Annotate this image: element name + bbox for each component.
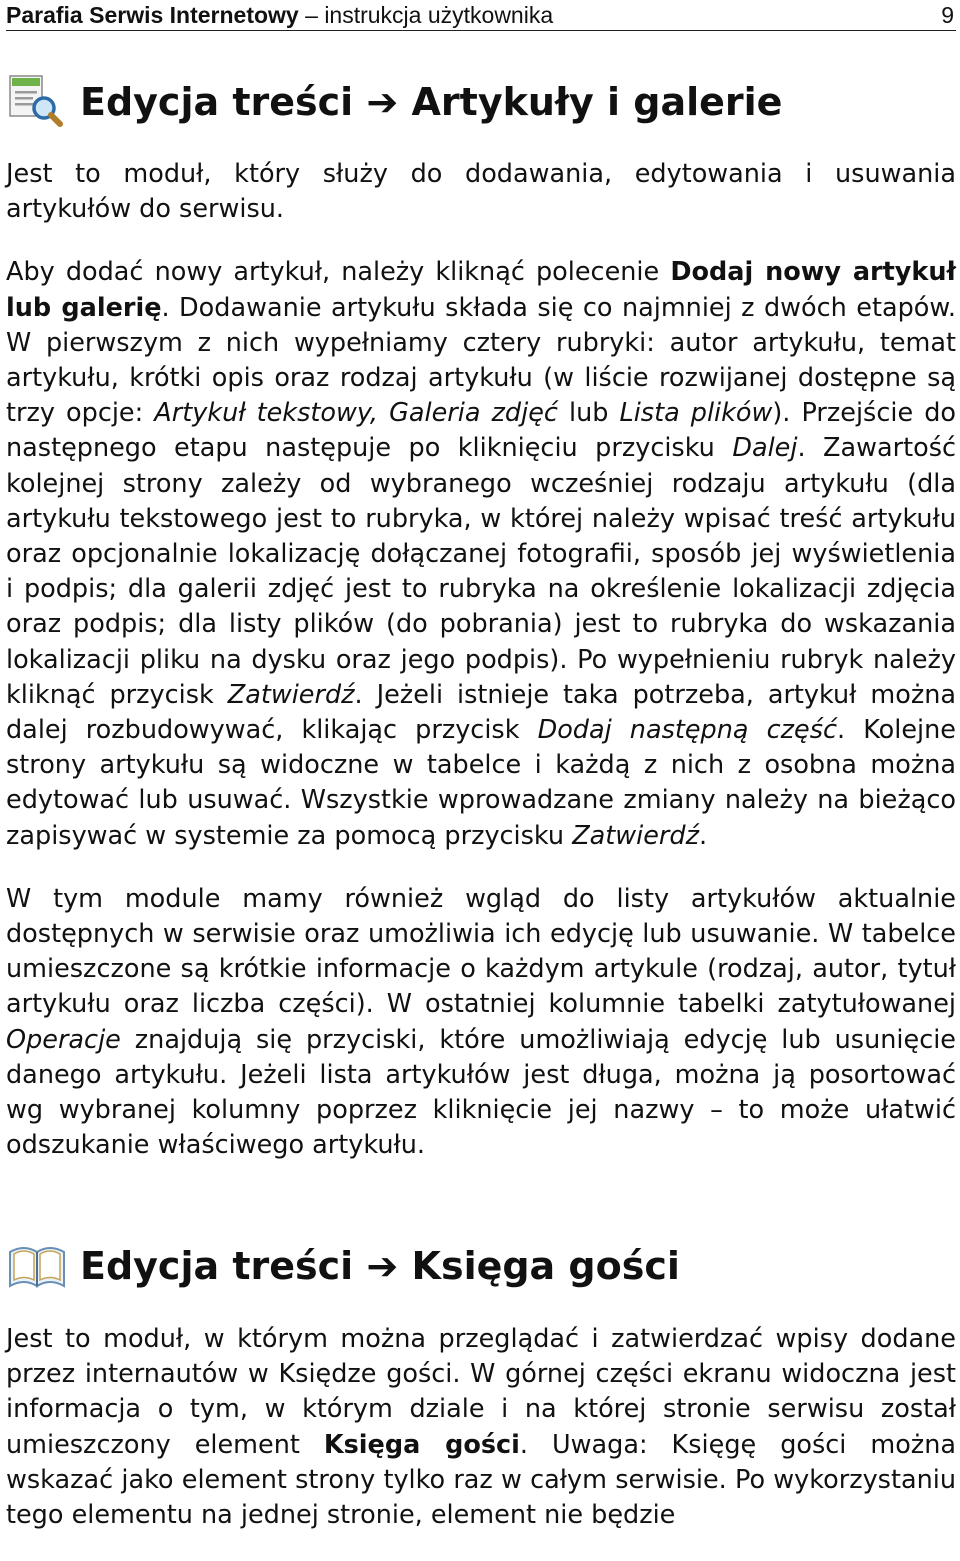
- section-body-guestbook: [6, 1322, 956, 1561]
- document-title: Parafia Serwis Internetowy: [6, 2, 299, 28]
- section-heading-guestbook: [6, 1234, 956, 1298]
- document-search-icon: [6, 70, 64, 128]
- paragraph: Jest to moduł, w którym można przeglądać i zatwierdzać wpisy dodane przez internautów w Księdze gości. W górnej części ekranu widoczna jest informacja o tym, w którym dziale i na której stronie serwisu został umieszczony element Księga gości. Uwaga: Księgę gości można wskazać jako element strony tylko raz w całym serwisie. Po wykorzystaniu tego elementu na jednej stronie, element nie będzie: [6, 1324, 956, 1531]
- open-book-icon: [6, 1240, 68, 1290]
- document-subtitle: instrukcja użytkownika: [324, 2, 554, 28]
- section-heading-text: Edycja treści ➔ Artykuły i galerie: [80, 80, 783, 124]
- section-heading-articles: [6, 70, 956, 134]
- emphasis-italic: Lista plików: [619, 398, 773, 429]
- emphasis-italic: Dodaj następną część: [537, 715, 838, 746]
- page-number: 9: [941, 2, 954, 28]
- emphasis-bold: Księga gości: [323, 1429, 520, 1460]
- title-separator: –: [298, 2, 325, 28]
- paragraph: Jest to moduł, który służy do dodawania, edytowania i usuwania artykułów do serwisu.: [6, 159, 956, 225]
- emphasis-bold: Dodaj nowy artykuł lub galerię: [6, 257, 956, 323]
- emphasis-italic: Dalej: [732, 433, 798, 464]
- paragraph: W tym module mamy również wgląd do listy artykułów aktualnie dostępnych w serwisie oraz umożliwia ich edycję lub usuwanie. W tabelce umieszczone są krótkie informacje o każdym artykule (rodzaj, autor, tytuł artykułu oraz liczba części). W ostatniej kolumnie tabelki zatytułowanej Operacje znajdują się przyciski, które umożliwiają edycję lub usunięcie danego artykułu. Jeżeli lista artykułów jest długa, można ją posortować wg wybranej kolumny poprzez kliknięcie jej nazwy – to może ułatwić odszukanie właściwego artykułu.: [6, 883, 956, 1161]
- running-header: [6, 0, 956, 31]
- emphasis-italic: Operacje: [6, 1024, 121, 1055]
- section-heading-text: Edycja treści ➔ Księga gości: [80, 1244, 680, 1288]
- emphasis-italic: Zatwierdź: [572, 820, 699, 851]
- emphasis-italic: Zatwierdź: [227, 679, 355, 710]
- emphasis-italic: Artykuł tekstowy, Galeria zdjęć: [154, 398, 558, 429]
- paragraph: Aby dodać nowy artykuł, należy kliknąć polecenie Dodaj nowy artykuł lub galerię. Dodawanie artykułu składa się co najmniej z dwóch etapów. W pierwszym z nich wypełniamy cztery rubryki: autor artykułu, temat artykułu, krótki opis oraz rodzaj artykułu (w liście rozwijanej dostępne są trzy opcje: Artykuł tekstowy, Galeria zdjęć lub Lista plików). Przejście do następnego etapu następuje po kliknięciu przycisku Dalej. Zawartość kolejnej strony zależy od wybranego wcześniej rodzaju artykułu (dla artykułu tekstowego jest to rubryka, w której należy wpisać treść artykułu oraz opcjonalnie lokalizację dołączanej fotografii, sposób jej wyświetlenia i podpis; dla galerii zdjęć jest to rubryka na określenie lokalizacji zdjęcia oraz podpis; dla listy plików (do pobrania) jest to rubryka do wskazania lokalizacji pliku na dysku oraz jego podpis). Po wypełnieniu rubryk należy kliknąć przycisk Zatwierdź. Jeżeli istnieje taka potrzeba, artykuł można dalej rozbudowywać, klikając przycisk Dodaj następną część. Kolejne strony artykułu są widoczne w tabelce i każdą z nich z osobna można edytować lub usuwać. Wszystkie wprowadzane zmiany należy na bieżąco zapisywać w systemie za pomocą przycisku Zatwierdź.: [6, 257, 956, 851]
- section-body-articles: [6, 157, 956, 1191]
